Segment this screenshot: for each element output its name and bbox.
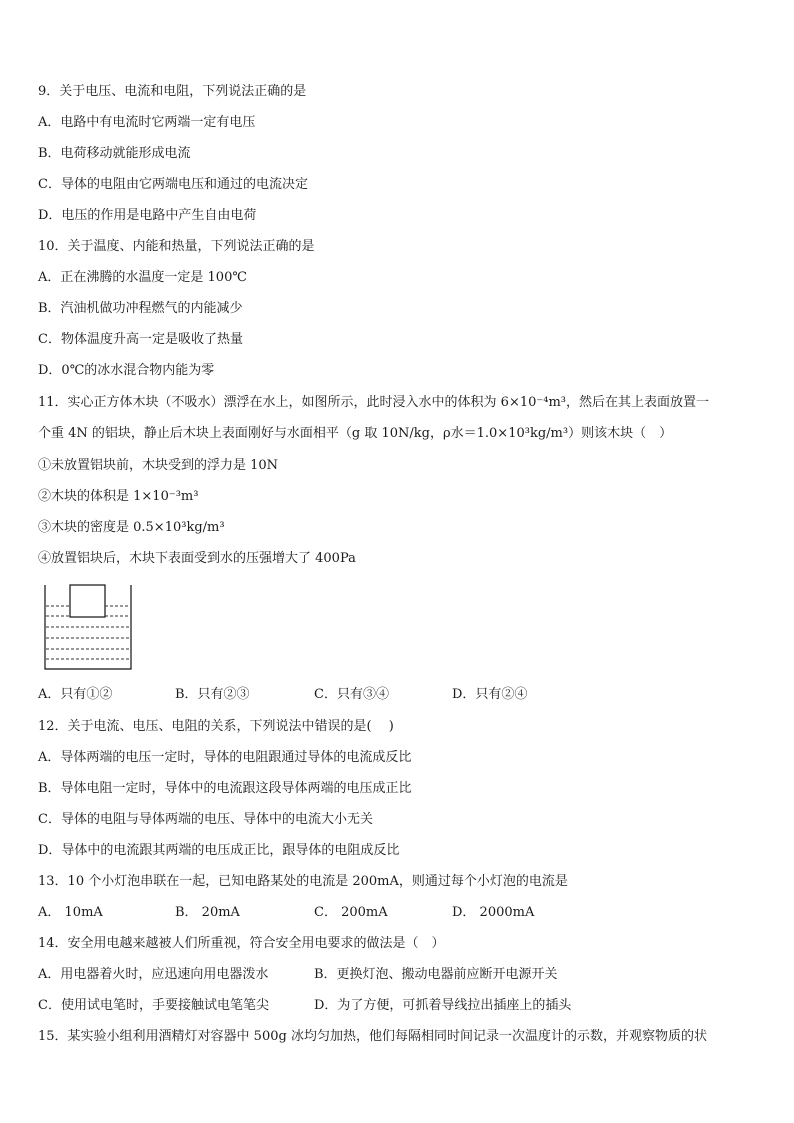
- q14-stem: 14．安全用电越来越被人们所重视，符合安全用电要求的做法是（ ）: [38, 936, 445, 951]
- wood-block: [70, 585, 105, 617]
- q11-statement-3: ③木块的密度是 0.5×10³kg/m³: [38, 520, 225, 535]
- floating-block-figure: [44, 583, 134, 673]
- q10-stem: 10．关于温度、内能和热量，下列说法正确的是: [38, 239, 315, 254]
- q11-option-d: D．只有②④: [452, 687, 528, 702]
- q12-option-a: A．导体两端的电压一定时，导体的电阻跟通过导体的电流成反比: [38, 750, 412, 765]
- q11-statement-1: ①未放置铝块前，木块受到的浮力是 10N: [38, 458, 279, 473]
- q10-option-b: B．汽油机做功冲程燃气的内能减少: [38, 301, 243, 316]
- q13-option-b: B． 20mA: [175, 905, 240, 920]
- q10-option-a: A．正在沸腾的水温度一定是 100℃: [38, 270, 247, 285]
- q12-option-c: C．导体的电阻与导体两端的电压、导体中的电流大小无关: [38, 812, 373, 827]
- q14-option-d: D．为了方便，可抓着导线拉出插座上的插头: [314, 998, 572, 1013]
- q11-stem-line2: 个重 4N 的铝块，静止后木块上表面刚好与水面相平（g 取 10N/kg，ρ水＝1.0×10³kg/m³）则该木块（ ）: [38, 426, 673, 441]
- q11-statement-4: ④放置铝块后，木块下表面受到水的压强增大了 400Pa: [38, 551, 356, 566]
- q14-option-c: C．使用试电笔时，手要接触试电笔笔尖: [38, 998, 269, 1013]
- q12-option-d: D．导体中的电流跟其两端的电压成正比，跟导体的电阻成反比: [38, 843, 400, 858]
- q9-option-b: B．电荷移动就能形成电流: [38, 146, 191, 161]
- q14-option-a: A．用电器着火时，应迅速向用电器泼水: [38, 967, 269, 982]
- q10-option-d: D．0℃的冰水混合物内能为零: [38, 363, 215, 378]
- q9-stem: 9．关于电压、电流和电阻，下列说法正确的是: [38, 84, 307, 99]
- q10-option-c: C．物体温度升高一定是吸收了热量: [38, 332, 243, 347]
- q11-option-a: A．只有①②: [38, 687, 113, 702]
- q13-option-a: A． 10mA: [38, 905, 103, 920]
- q11-option-c: C．只有③④: [314, 687, 389, 702]
- q11-option-b: B．只有②③: [175, 687, 250, 702]
- q13-stem: 13．10 个小灯泡串联在一起，已知电路某处的电流是 200mA，则通过每个小灯泡的电流是: [38, 874, 568, 889]
- q9-option-c: C．导体的电阻由它两端电压和通过的电流决定: [38, 177, 308, 192]
- q12-stem: 12．关于电流、电压、电阻的关系，下列说法中错误的是( ): [38, 719, 394, 734]
- q15-stem: 15．某实验小组利用酒精灯对容器中 500g 冰均匀加热，他们每隔相同时间记录一次温度计的示数，并观察物质的状: [38, 1029, 707, 1044]
- q11-stem-line1: 11．实心正方体木块（不吸水）漂浮在水上，如图所示，此时浸入水中的体积为 6×10⁻⁴m³，然后在其上表面放置一: [38, 395, 709, 410]
- q9-option-d: D．电压的作用是电路中产生自由电荷: [38, 208, 257, 223]
- q13-option-d: D． 2000mA: [452, 905, 535, 920]
- q14-option-b: B．更换灯泡、搬动电器前应断开电源开关: [314, 967, 558, 982]
- q9-option-a: A．电路中有电流时它两端一定有电压: [38, 115, 256, 130]
- q13-option-c: C． 200mA: [314, 905, 388, 920]
- q12-option-b: B．导体电阻一定时，导体中的电流跟这段导体两端的电压成正比: [38, 781, 412, 796]
- water-lines: [46, 606, 130, 659]
- q11-statement-2: ②木块的体积是 1×10⁻³m³: [38, 489, 199, 504]
